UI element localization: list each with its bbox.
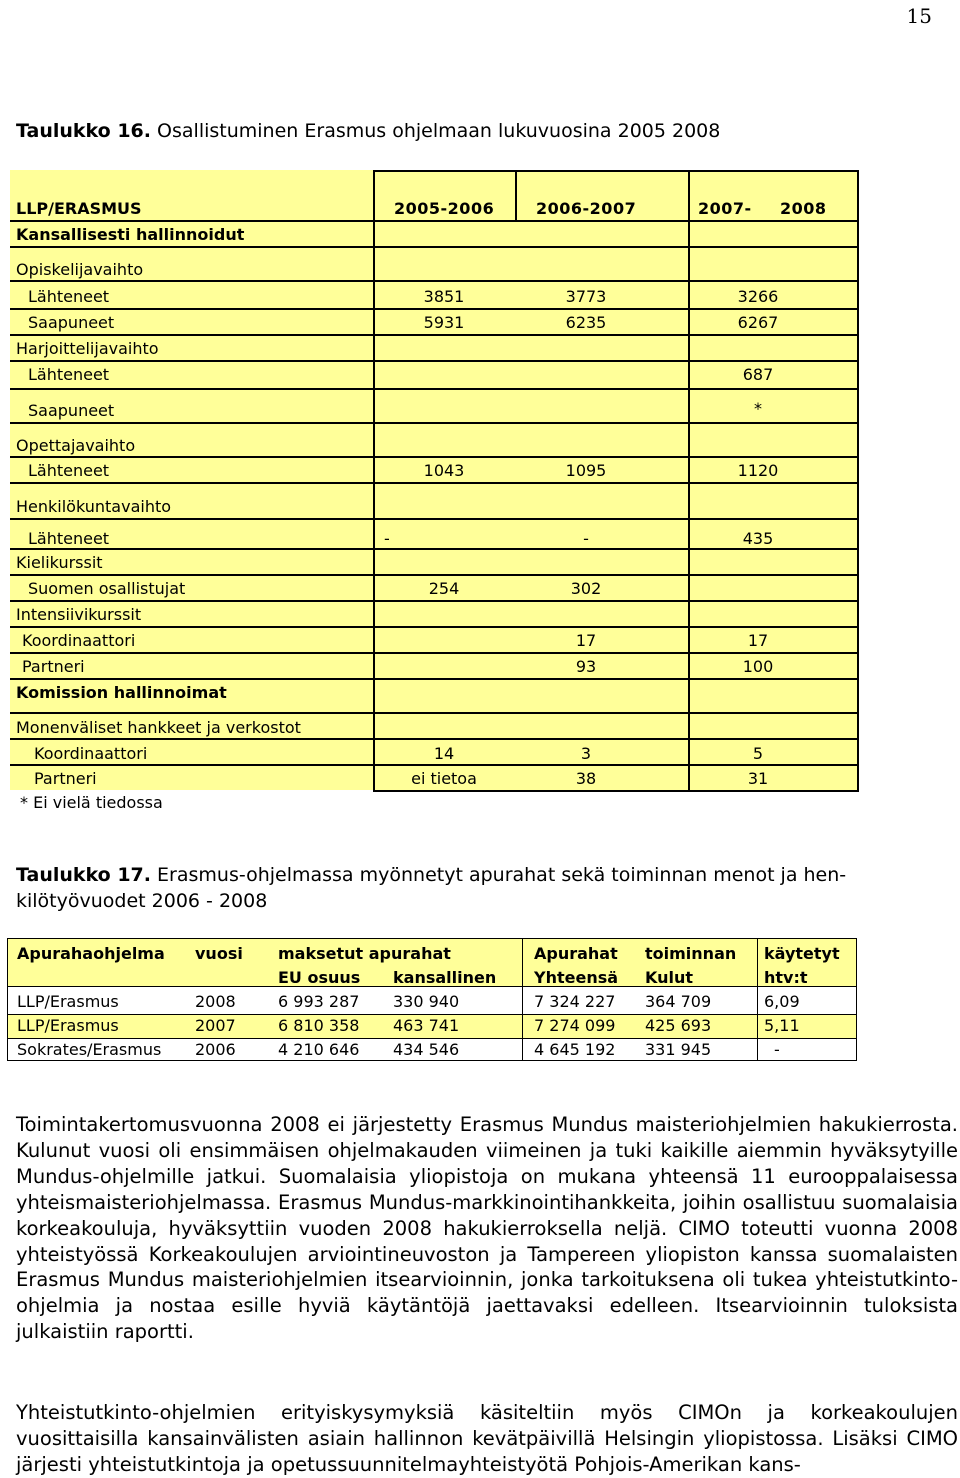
table17-caption-label: Taulukko 17.	[16, 864, 151, 886]
table16-cell: 93	[575, 657, 597, 676]
table16-row-label: Henkilökuntavaihto	[16, 497, 172, 516]
table17-header-htv-2: htv:t	[764, 968, 808, 987]
table16-cell: 3266	[737, 287, 779, 306]
table17-cell: 7 274 099	[534, 1016, 616, 1035]
table17-cell: 2006	[195, 1040, 236, 1059]
table17-cell: 5,11	[764, 1016, 800, 1035]
table16-line-10	[10, 482, 859, 484]
paragraph-mundus	[16, 1112, 958, 1345]
table16-cell: 17	[747, 631, 769, 650]
table17-cell: 6 993 287	[278, 992, 360, 1011]
table17-cell: LLP/Erasmus	[17, 992, 119, 1011]
table16-line-6	[10, 360, 859, 362]
table17-row-line-1	[7, 1014, 856, 1015]
table16-row-label: Kielikurssit	[16, 553, 103, 572]
table17-cell: LLP/Erasmus	[17, 1016, 119, 1035]
table16-cell: 3	[580, 744, 592, 763]
table16-line-4	[10, 308, 859, 310]
page-number: 15	[906, 4, 932, 28]
table16	[10, 170, 859, 792]
table16-header-year3b: 2008	[780, 199, 827, 218]
table17-header-total: Apurahat	[534, 944, 618, 963]
table17-cell: 425 693	[645, 1016, 712, 1035]
table16-line-12	[10, 548, 859, 550]
table16-cell: 435	[742, 529, 774, 548]
table16-caption-text: Osallistuminen Erasmus ohjelmaan lukuvuosina 2005 2008	[157, 120, 721, 142]
table16-cell: 14	[433, 744, 455, 763]
table17-cell: 331 945	[645, 1040, 712, 1059]
table17-cell: 6 810 358	[278, 1016, 360, 1035]
table16-cell: 100	[742, 657, 774, 676]
table17-cell: 6,09	[764, 992, 800, 1011]
table17-cell: -	[774, 1040, 780, 1059]
table16-row-label: Opiskelijavaihto	[16, 260, 144, 279]
table16-header-divider-1	[515, 170, 517, 220]
table16-cell: -	[583, 529, 589, 548]
table16-cell: 5931	[423, 313, 465, 332]
table16-footnote: * Ei vielä tiedossa	[20, 793, 163, 812]
table17-caption-line1: Erasmus-ohjelmassa myönnetyt apurahat sekä toiminnan menot ja hen-	[157, 864, 847, 886]
table16-line-5	[10, 334, 859, 336]
table16-row-label: Intensiivikurssit	[16, 605, 142, 624]
table16-header-label: LLP/ERASMUS	[16, 199, 142, 218]
table17-caption	[16, 862, 946, 914]
table17-cell: 2008	[195, 992, 236, 1011]
table16-row-label: Opettajavaihto	[16, 436, 136, 455]
table17-cell: 7 324 227	[534, 992, 616, 1011]
table17-header-year: vuosi	[195, 944, 243, 963]
table16-header-year2: 2006-2007	[536, 199, 637, 218]
table17-cell: 463 741	[393, 1016, 460, 1035]
table16-row-label: Lähteneet	[28, 529, 110, 548]
table16-cell: 302	[570, 579, 602, 598]
table16-cell: 38	[575, 769, 597, 788]
table16-cell: 31	[747, 769, 769, 788]
table16-row-label: Komission hallinnoimat	[16, 683, 227, 702]
table16-cell: 1095	[565, 461, 607, 480]
table16-cell: 3851	[423, 287, 465, 306]
table16-cell: ei tietoa	[411, 769, 477, 788]
table16-line-8	[10, 422, 859, 424]
table16-cell: 17	[575, 631, 597, 650]
table16-line-19	[10, 738, 859, 740]
paragraph-joint-degrees	[16, 1400, 958, 1478]
paragraph-2-text: Yhteistutkinto-ohjelmien erityiskysymyksiä käsiteltiin myös CIMOn ja korkeakoulujen vuosittaisilla kansainvälisten asiain hallinnon kevätpäivillä Helsingin yliopistossa. Lisäksi CIMO järjesti yhteistutkintoja ja opetussuunnitelmayhteistyötä Pohjois-Amerikan kans-	[16, 1401, 958, 1476]
table17-cell: 2007	[195, 1016, 236, 1035]
table16-header-year1: 2005-2006	[394, 199, 495, 218]
table16-line-14	[10, 600, 859, 602]
table17-header-grants: maksetut apurahat	[278, 944, 451, 963]
table16-row-label: Saapuneet	[28, 313, 115, 332]
table17-cell: 4 645 192	[534, 1040, 616, 1059]
table17-col-line-2	[757, 938, 758, 1060]
table16-row-label: Saapuneet	[28, 401, 115, 420]
table16-line-17	[10, 678, 859, 680]
table16-col3-border	[688, 170, 690, 792]
table16-cell: 3773	[565, 287, 607, 306]
table17-header-national: kansallinen	[393, 968, 497, 987]
table16-cell: 1120	[737, 461, 779, 480]
table16-cell: 254	[428, 579, 460, 598]
table16-row-label: Partneri	[34, 769, 97, 788]
table16-line-13	[10, 574, 859, 576]
table16-row-label: Koordinaattori	[22, 631, 136, 650]
table16-cell: 6267	[737, 313, 779, 332]
table16-col1-border	[373, 170, 375, 792]
table17-header-htv: käytetyt	[764, 944, 840, 963]
table16-cell: 1043	[423, 461, 465, 480]
table16-line-9	[10, 456, 859, 458]
table16-line-16	[10, 652, 859, 654]
table17-header-costs-2: Kulut	[645, 968, 694, 987]
table16-bottom-border	[373, 790, 859, 792]
table16-row-label: Lähteneet	[28, 461, 110, 480]
table16-row-label: Harjoittelijavaihto	[16, 339, 159, 358]
table16-right-border	[857, 170, 859, 792]
table16-line-11	[10, 518, 859, 520]
table16-line-2	[10, 246, 859, 248]
table16-cell: *	[754, 399, 762, 418]
table16-row-label: Lähteneet	[28, 287, 110, 306]
table16-cell: 5	[752, 744, 764, 763]
table16-cell: -	[384, 529, 390, 548]
table16-line-3	[10, 280, 859, 282]
table17-cell: 330 940	[393, 992, 460, 1011]
table16-row-label: Koordinaattori	[34, 744, 148, 763]
table16-top-border	[373, 170, 859, 172]
table17-cell: Sokrates/Erasmus	[17, 1040, 162, 1059]
paragraph-1-text: Toimintakertomusvuonna 2008 ei järjestetty Erasmus Mundus maisteriohjelmien hakukierrosta. Kulunut vuosi oli ensimmäisen ohjelmakauden viimeinen ja tuki kaikille aiemmin hyväksytyille Mundus-ohjelmille jatkui. Suomalaisia yliopistoja on mukana yhteensä 11 eurooppalaisessa yhteismaisteriohjelmassa. Erasmus Mundus-markkinointihankkeita, joihin osallistuu suomalaisia korkeakouluja, hyväksyttiin vuoden 2008 hakukierroksella neljä. CIMO toteutti vuonna 2008 yhteistyössä Korkeakoulujen arviointineuvoston ja Tampereen yliopiston kanssa suomalaisten Erasmus Mundus maisteriohjelmien itsearvioinnin, jonka tarkoituksena oli tukea yhteistutkinto-ohjelmia ja nostaa esille hyviä käytäntöjä jaettavaksi edelleen. Itsearvioinnin tuloksista julkaistiin raportti.	[16, 1113, 958, 1344]
table16-row-label: Monenväliset hankkeet ja verkostot	[16, 718, 301, 737]
table16-row-label: Suomen osallistujat	[28, 579, 186, 598]
table16-line-15	[10, 626, 859, 628]
table17	[7, 938, 857, 1061]
table17-header-program: Apurahaohjelma	[17, 944, 165, 963]
table16-line-7	[10, 388, 859, 390]
table16-line-18	[10, 712, 859, 714]
table17-header-costs: toiminnan	[645, 944, 737, 963]
table17-cell: 434 546	[393, 1040, 460, 1059]
table17-row-line-2	[7, 1038, 856, 1039]
table16-row-label: Kansallisesti hallinnoidut	[16, 225, 245, 244]
table16-line-20	[10, 764, 859, 766]
table16-cell: 687	[742, 365, 774, 384]
table16-row-label: Partneri	[22, 657, 85, 676]
table17-caption-line2: kilötyövuodet 2006 - 2008	[16, 890, 268, 912]
table17-col-line-1	[522, 938, 523, 1060]
table16-cell: 6235	[565, 313, 607, 332]
table17-cell: 364 709	[645, 992, 712, 1011]
table16-header-bottom	[10, 220, 859, 222]
table17-header-eu: EU osuus	[278, 968, 361, 987]
table17-cell: 4 210 646	[278, 1040, 360, 1059]
table16-header-year3a: 2007-	[698, 199, 752, 218]
table16-caption-label: Taulukko 16.	[16, 120, 151, 142]
table16-caption	[16, 118, 720, 144]
table17-header-total-2: Yhteensä	[534, 968, 619, 987]
table16-row-label: Lähteneet	[28, 365, 110, 384]
